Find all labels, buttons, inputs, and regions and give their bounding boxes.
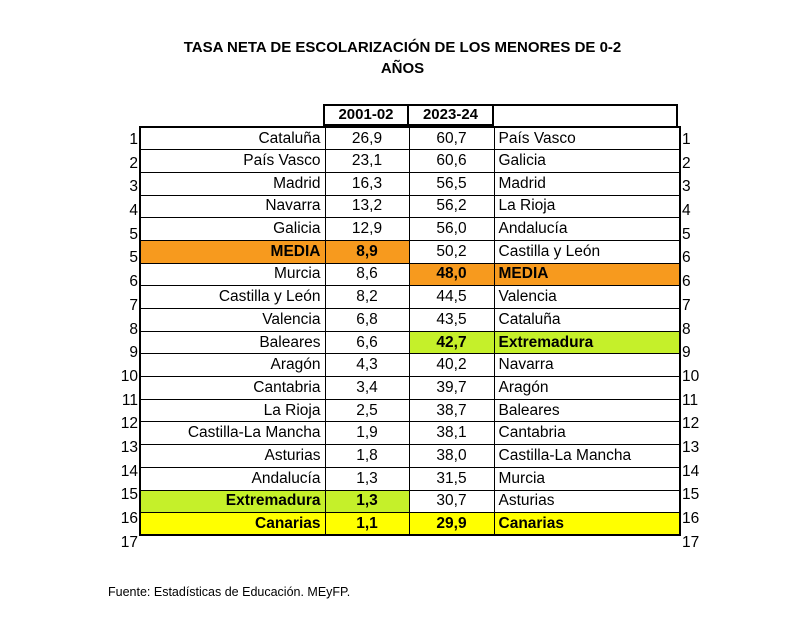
region-2001-cell: Aragón <box>140 354 325 377</box>
rank-2001: 14 <box>120 462 138 480</box>
region-2023-cell: País Vasco <box>494 127 680 150</box>
region-2001-cell: Canarias <box>140 513 325 536</box>
rank-2001: 7 <box>129 296 138 314</box>
rank-2023: 13 <box>682 438 700 456</box>
rank-2001: 5 <box>129 249 138 267</box>
value-2001-cell: 12,9 <box>325 218 409 241</box>
region-2001-cell: Castilla-La Mancha <box>140 422 325 445</box>
rank-2023: 9 <box>682 344 691 362</box>
region-2001-cell: Andalucía <box>140 467 325 490</box>
value-2023-cell: 60,6 <box>409 150 494 173</box>
region-2001-cell: Cantabria <box>140 377 325 400</box>
rank-2023: 17 <box>682 533 700 551</box>
region-2001-cell: Murcia <box>140 263 325 286</box>
value-2023-cell: 38,1 <box>409 422 494 445</box>
table-row <box>140 286 680 309</box>
value-2001-cell: 1,1 <box>325 513 409 536</box>
region-2023-cell: Madrid <box>494 172 680 195</box>
header-empty-cell <box>492 104 678 126</box>
value-2023-cell: 56,5 <box>409 172 494 195</box>
table-row <box>140 377 680 400</box>
rank-2023: 15 <box>682 486 700 504</box>
table-row <box>140 354 680 377</box>
rank-2023: 6 <box>682 249 691 267</box>
value-2001-cell: 16,3 <box>325 172 409 195</box>
rank-2001: 1 <box>129 131 138 148</box>
value-2001-cell: 23,1 <box>325 150 409 173</box>
value-2001-cell: 1,3 <box>325 490 409 513</box>
table-row <box>140 127 680 150</box>
value-2023-cell: 48,0 <box>409 263 494 286</box>
region-2001-cell: MEDIA <box>140 240 325 263</box>
value-2023-cell: 39,7 <box>409 377 494 400</box>
ranking-table <box>139 126 681 536</box>
region-2023-cell: Castilla-La Mancha <box>494 445 680 468</box>
value-2023-cell: 56,2 <box>409 195 494 218</box>
rank-column-right <box>682 128 710 554</box>
region-2023-cell: Baleares <box>494 399 680 422</box>
region-2023-cell: Asturias <box>494 490 680 513</box>
region-2001-cell: Castilla y León <box>140 286 325 309</box>
region-2023-cell: Navarra <box>494 354 680 377</box>
table-row <box>140 240 680 263</box>
value-2023-cell: 43,5 <box>409 309 494 332</box>
table-row <box>140 422 680 445</box>
header-2001-02: 2001-02 <box>323 104 409 126</box>
table-row <box>140 218 680 241</box>
value-2001-cell: 2,5 <box>325 399 409 422</box>
region-2001-cell: Extremadura <box>140 490 325 513</box>
value-2001-cell: 3,4 <box>325 377 409 400</box>
rank-2023: 8 <box>682 320 691 338</box>
rank-2001: 2 <box>129 154 138 172</box>
region-2001-cell: Navarra <box>140 195 325 218</box>
value-2023-cell: 38,7 <box>409 399 494 422</box>
source-note: Fuente: Estadísticas de Educación. MEyFP. <box>108 585 351 599</box>
rank-column-left <box>110 128 138 554</box>
value-2001-cell: 4,3 <box>325 354 409 377</box>
rank-2001: 11 <box>121 391 138 409</box>
rank-2023: 2 <box>682 154 691 172</box>
rank-2023: 3 <box>682 178 691 196</box>
table-row <box>140 490 680 513</box>
rank-2001: 13 <box>120 438 138 456</box>
rank-2023: 14 <box>682 462 700 480</box>
rank-2001: 5 <box>129 225 138 243</box>
rank-2023: 4 <box>682 202 691 220</box>
value-2001-cell: 8,9 <box>325 240 409 263</box>
region-2001-cell: Madrid <box>140 172 325 195</box>
table-row <box>140 331 680 354</box>
rank-2001: 12 <box>120 415 138 433</box>
region-2023-cell: Aragón <box>494 377 680 400</box>
rank-2023: 1 <box>682 131 691 148</box>
region-2023-cell: La Rioja <box>494 195 680 218</box>
rank-2023: 12 <box>682 415 700 433</box>
region-2023-cell: Cataluña <box>494 309 680 332</box>
rank-2023: 10 <box>682 367 700 385</box>
region-2023-cell: MEDIA <box>494 263 680 286</box>
region-2023-cell: Canarias <box>494 513 680 536</box>
table-row <box>140 467 680 490</box>
value-2023-cell: 31,5 <box>409 467 494 490</box>
chart-title-line1: TASA NETA DE ESCOLARIZACIÓN DE LOS MENORES DE 0-2 <box>183 39 622 56</box>
region-2001-cell: Valencia <box>140 309 325 332</box>
rank-2001: 16 <box>120 510 138 527</box>
value-2023-cell: 50,2 <box>409 240 494 263</box>
region-2023-cell: Valencia <box>494 286 680 309</box>
rank-2001: 9 <box>129 344 138 362</box>
value-2001-cell: 6,8 <box>325 309 409 332</box>
region-2001-cell: País Vasco <box>140 150 325 173</box>
rank-2001: 8 <box>129 320 138 338</box>
region-2023-cell: Extremadura <box>494 331 680 354</box>
rank-2001: 3 <box>129 178 138 196</box>
region-2001-cell: Galicia <box>140 218 325 241</box>
region-2023-cell: Cantabria <box>494 422 680 445</box>
value-2023-cell: 42,7 <box>409 331 494 354</box>
region-2023-cell: Castilla y León <box>494 240 680 263</box>
value-2001-cell: 6,6 <box>325 331 409 354</box>
rank-2001: 15 <box>120 486 138 504</box>
region-2023-cell: Galicia <box>494 150 680 173</box>
value-2001-cell: 8,6 <box>325 263 409 286</box>
value-2001-cell: 1,3 <box>325 467 409 490</box>
rank-2001: 10 <box>120 367 138 385</box>
rank-2023: 5 <box>682 225 691 243</box>
value-2001-cell: 8,2 <box>325 286 409 309</box>
value-2023-cell: 38,0 <box>409 445 494 468</box>
rank-2001: 6 <box>129 273 138 291</box>
value-2001-cell: 13,2 <box>325 195 409 218</box>
region-2001-cell: Asturias <box>140 445 325 468</box>
table-row <box>140 195 680 218</box>
table-row <box>140 513 680 536</box>
region-2001-cell: Cataluña <box>140 127 325 150</box>
value-2023-cell: 56,0 <box>409 218 494 241</box>
chart-title-line2: AÑOS <box>380 60 425 77</box>
value-2023-cell: 60,7 <box>409 127 494 150</box>
header-2023-24: 2023-24 <box>407 104 494 126</box>
region-2001-cell: Baleares <box>140 331 325 354</box>
rank-2023: 16 <box>682 510 700 527</box>
value-2001-cell: 26,9 <box>325 127 409 150</box>
value-2001-cell: 1,8 <box>325 445 409 468</box>
value-2001-cell: 1,9 <box>325 422 409 445</box>
value-2023-cell: 29,9 <box>409 513 494 536</box>
table-row <box>140 172 680 195</box>
region-2001-cell: La Rioja <box>140 399 325 422</box>
table-row <box>140 263 680 286</box>
table-row <box>140 309 680 332</box>
table-row <box>140 399 680 422</box>
table-row <box>140 150 680 173</box>
rank-2001: 4 <box>129 202 138 220</box>
value-2023-cell: 30,7 <box>409 490 494 513</box>
value-2023-cell: 44,5 <box>409 286 494 309</box>
value-2023-cell: 40,2 <box>409 354 494 377</box>
rank-2023: 6 <box>682 273 691 291</box>
rank-2001: 17 <box>120 533 138 551</box>
region-2023-cell: Murcia <box>494 467 680 490</box>
region-2023-cell: Andalucía <box>494 218 680 241</box>
table-row <box>140 445 680 468</box>
rank-2023: 11 <box>682 391 699 409</box>
rank-2023: 7 <box>682 296 691 314</box>
